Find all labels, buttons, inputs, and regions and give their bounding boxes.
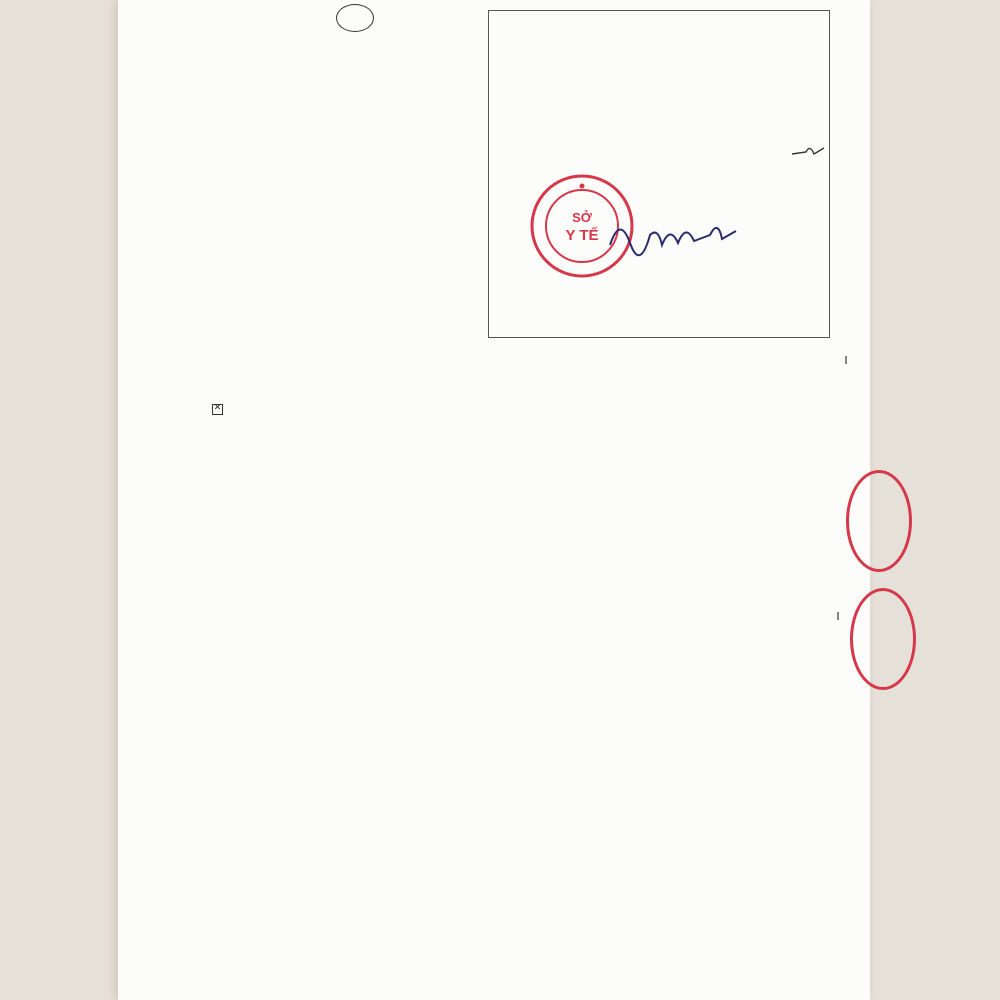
margin-mark: ı <box>836 608 840 624</box>
edge-red-stamp <box>846 470 912 572</box>
checkbox-icon <box>212 404 223 415</box>
signature <box>600 205 740 265</box>
tick-instruction <box>212 402 227 418</box>
handwritten-tick-mark <box>790 140 826 160</box>
svg-text:SỞ: SỞ <box>572 210 592 225</box>
edge-red-stamp <box>850 588 916 690</box>
svg-text:Y TẾ: Y TẾ <box>565 227 599 244</box>
handwritten-page-number <box>336 4 374 32</box>
margin-mark: ı <box>844 352 848 368</box>
